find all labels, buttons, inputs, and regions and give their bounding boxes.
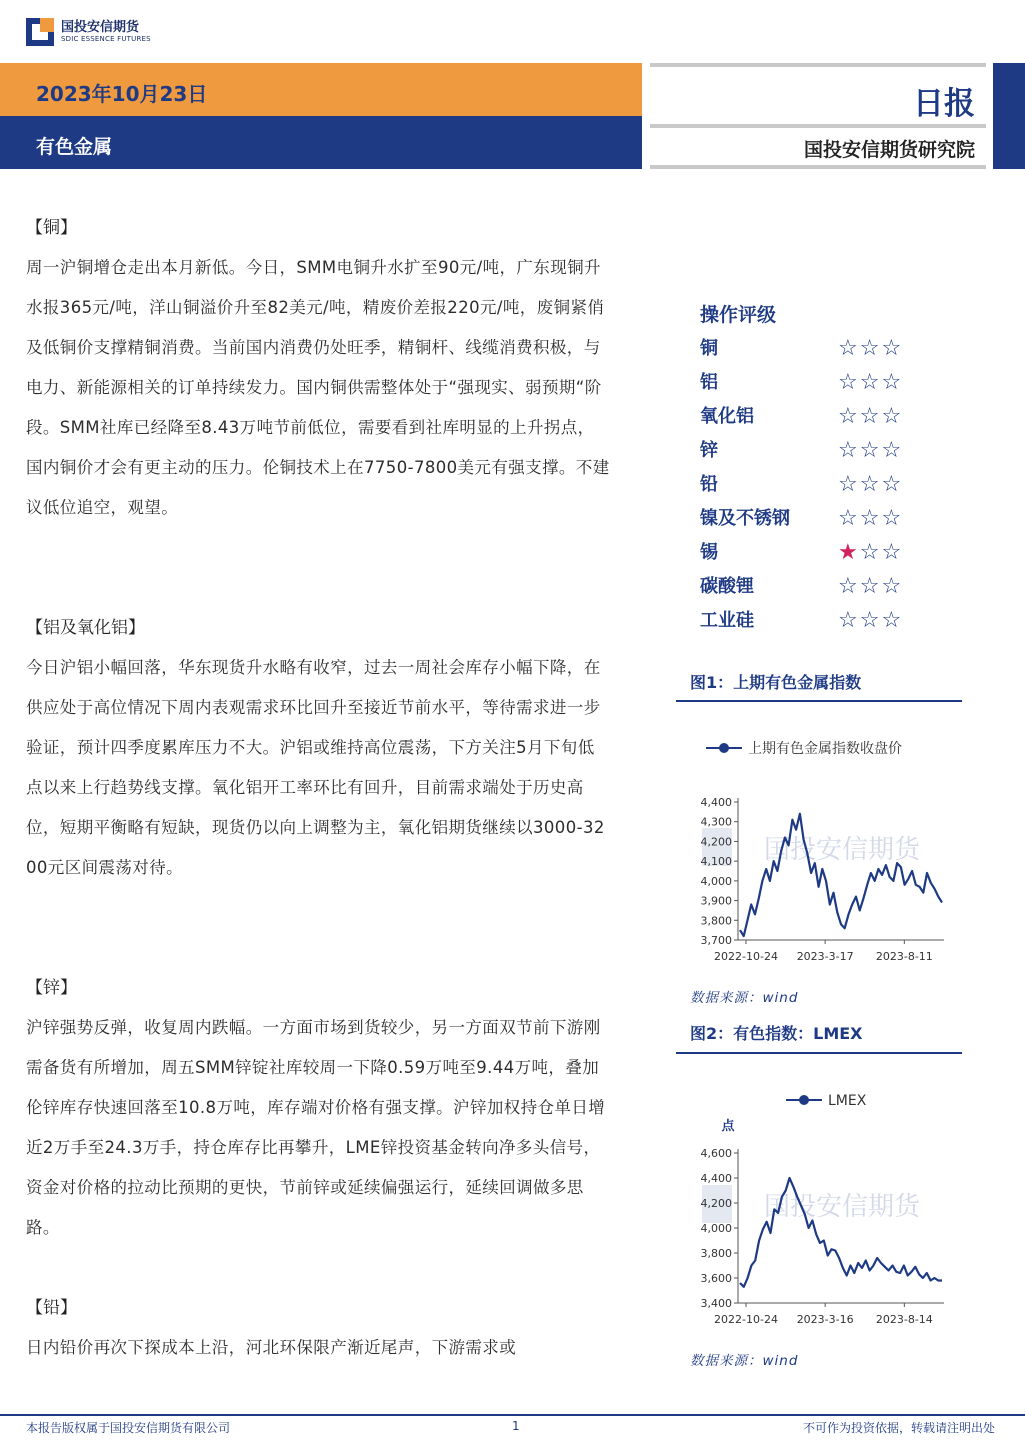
empty-star-icon: ☆ [859,404,882,429]
header-divider [650,165,986,169]
rating-commodity: 镍及不锈钢 [700,508,790,529]
section-body: 日内铅价再次下探成本上沿，河北环保限产渐近尾声，下游需求或 [26,1338,517,1357]
institute-name: 国投安信期货研究院 [803,139,975,161]
rating-stars [838,570,903,604]
figure-title: 图1：上期有色金属指数 [690,673,862,692]
report-date: 2023年10月23日 [36,82,208,106]
rating-row [700,570,903,604]
legend-marker [799,1095,809,1105]
rating-row [700,604,903,638]
y-tick-label: 3,400 [700,1297,732,1310]
rating-commodity: 碳酸锂 [700,576,754,597]
empty-star-icon: ☆ [859,336,882,361]
empty-star-icon: ☆ [859,608,882,633]
rating-stars [838,502,903,536]
x-tick-label: 2023-3-16 [796,1313,854,1326]
company-logo [26,18,151,46]
y-tick-label: 4,300 [700,815,732,829]
y-tick-label: 3,800 [700,914,732,928]
rating-row [700,502,903,536]
footer-copyright: 本报告版权属于国投安信期货有限公司 [26,1421,231,1435]
section-title: 【铝及氧化铝】 [26,618,145,638]
section-body: 周一沪铜增仓走出本月新低。今日，SMM电铜升水扩至90元/吨，广东现铜升水报365元/吨，洋山铜溢价升至82美元/吨，精废价差报220元/吨，废铜紧俏及低铜价支撑精铜消费。当前国内消费仍处旺季，精铜杆、线缆消费积极，与电力、新能源相关的订单持续发力。国内铜供需整体处于“强现实、弱预期“阶段。SMM社库已经降至8.43万吨节前低位，需要看到社库明显的上升拐点，国内铜价才会有更主动的压力。伦铜技术上在7750-7800美元有强支撑。不建议低位追空，观望。 [26,258,610,517]
rating-commodity: 铜 [700,338,718,359]
empty-star-icon: ☆ [838,370,860,395]
rating-title: 操作评级 [700,304,777,326]
empty-star-icon: ☆ [838,608,860,633]
empty-star-icon: ☆ [881,404,904,429]
filled-star-icon: ★ [838,540,860,565]
legend-label: LMEX [828,1093,867,1109]
rating-commodity: 铅 [700,474,718,495]
y-tick-label: 3,600 [700,1272,732,1285]
y-tick-label: 4,100 [700,855,732,869]
y-tick-label: 4,000 [700,1222,732,1235]
empty-star-icon: ☆ [838,336,860,361]
y-tick-label: 4,200 [700,835,732,849]
logo-icon [26,18,54,46]
rating-row [700,536,903,570]
footer-rule [0,1414,1025,1416]
empty-star-icon: ☆ [859,438,882,463]
section-body: 今日沪铝小幅回落，华东现货升水略有收窄，过去一周社会库存小幅下降，在供应处于高位情况下周内表观需求环比回升至接近节前水平，等待需求进一步验证，预计四季度累库压力不大。沪铝或维持高位震荡，下方关注5月下旬低点以来上行趋势线支撑。氧化铝开工率环比有回升，目前需求端处于历史高位，短期平衡略有短缺，现货仍以向上调整为主，氧化铝期货继续以3000-3200元区间震荡对待。 [26,658,605,877]
series-line [740,814,942,936]
x-tick-label: 2023-3-17 [796,950,854,963]
empty-star-icon: ☆ [881,608,904,633]
header-divider [650,63,986,67]
legend-marker [719,743,729,753]
watermark: 国投安信期货 [764,835,921,865]
y-tick-label: 3,800 [700,1247,732,1260]
logo-name: 国投安信期货 [61,19,140,35]
x-tick-label: 2022-10-24 [714,1313,778,1326]
rating-commodity: 铝 [700,372,718,393]
empty-star-icon: ☆ [859,540,882,565]
section-title: 【铅】 [26,1298,77,1318]
empty-star-icon: ☆ [881,540,904,565]
empty-star-icon: ☆ [881,506,904,531]
x-tick-label: 2023-8-11 [875,950,933,963]
empty-star-icon: ☆ [881,370,904,395]
lead-section [26,1288,611,1368]
rating-stars [838,366,903,400]
y-tick-label: 3,700 [700,934,732,947]
report-category: 有色金属 [36,136,113,158]
rating-table [700,298,903,638]
page-number: 1 [512,1419,520,1433]
y-tick-label: 4,400 [700,796,732,809]
rating-stars [838,332,903,366]
rating-row [700,366,903,400]
index-chart [676,730,962,970]
logo-name-en: SDIC ESSENCE FUTURES [61,34,151,43]
x-tick-label: 2023-8-14 [875,1313,933,1326]
figure-rule [676,1052,962,1054]
empty-star-icon: ☆ [859,370,882,395]
y-tick-label: 3,900 [700,894,732,908]
footer-disclaimer: 不可作为投资依据，转载请注明出处 [802,1421,995,1435]
rating-stars [838,468,903,502]
figure-rule [676,700,962,702]
section-title: 【锌】 [26,978,77,998]
rating-commodity: 锡 [700,542,718,563]
rating-stars [838,400,903,434]
rating-row [700,332,903,366]
empty-star-icon: ☆ [838,438,860,463]
figure-title: 图2：有色指数：LMEX [690,1024,863,1043]
header-divider [650,124,986,128]
empty-star-icon: ☆ [859,574,882,599]
section-body: 沪锌强势反弹，收复周内跌幅。一方面市场到货较少，另一方面双节前下游刚需备货有所增加，周五SMM锌锭社库较周一下降0.59万吨至9.44万吨，叠加伦锌库存快速回落至10.8万吨，库存端对价格有强支撑。沪锌加权持仓单日增近2万手至24.3万手，持仓库存比再攀升，LME锌投资基金转向净多头信号，资金对价格的拉动比预期的更快，节前锌或延续偏强运行，延续回调做多思路。 [26,1018,606,1237]
zinc-section [26,968,611,1248]
empty-star-icon: ☆ [859,506,882,531]
y-tick-label: 4,400 [700,1172,732,1185]
header-accent [993,63,1025,116]
lmex-chart [676,1085,962,1335]
y-tick-label: 4,000 [700,874,732,888]
empty-star-icon: ☆ [881,472,904,497]
rating-stars [838,604,903,638]
report-type: 日报 [913,86,975,122]
watermark: 国投安信期货 [764,1192,921,1222]
rating-stars [838,434,903,468]
rating-stars [838,536,903,570]
empty-star-icon: ☆ [838,472,860,497]
empty-star-icon: ☆ [859,472,882,497]
rating-row [700,434,903,468]
copper-section [26,208,611,528]
empty-star-icon: ☆ [881,438,904,463]
rating-commodity: 锌 [700,440,718,461]
rating-commodity: 工业硅 [700,610,754,631]
aluminium-section [26,608,611,888]
x-tick-label: 2022-10-24 [714,950,778,963]
legend-label: 上期有色金属指数收盘价 [748,741,902,757]
section-title: 【铜】 [26,218,77,238]
data-source: 数据来源：wind [690,1353,799,1369]
y-tick-label: 4,600 [700,1147,732,1160]
rating-row [700,468,903,502]
rating-commodity: 氧化铝 [700,406,754,427]
empty-star-icon: ☆ [838,404,860,429]
empty-star-icon: ☆ [881,336,904,361]
y-tick-label: 4,200 [700,1197,732,1210]
header-accent [993,116,1025,169]
axis-unit: 点 [721,1119,735,1134]
empty-star-icon: ☆ [881,574,904,599]
data-source: 数据来源：wind [690,990,799,1006]
empty-star-icon: ☆ [838,506,860,531]
rating-row [700,400,903,434]
empty-star-icon: ☆ [838,574,860,599]
